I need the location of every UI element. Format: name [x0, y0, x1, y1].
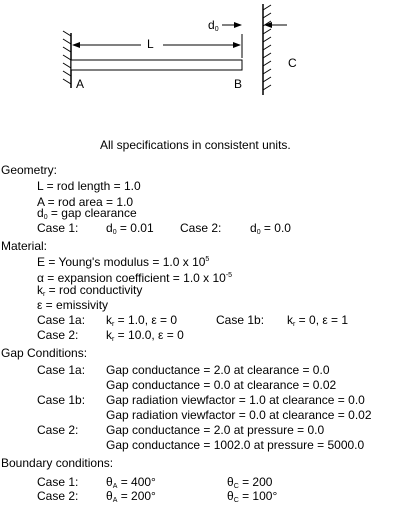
gap-case1a-line1: Gap conductance = 2.0 at clearance = 0.0: [106, 363, 330, 377]
gap-case1a-line2: Gap conductance = 0.0 at clearance = 0.02: [106, 378, 337, 392]
consistent-units-note: All specifications in consistent units.: [100, 138, 291, 152]
boundary-case1-thetaC: $\theta_C = 200$: [227, 475, 273, 490]
L-arrow-left: [72, 42, 80, 48]
label-B: B: [234, 77, 243, 91]
gap-case1b-line1: Gap radiation viewfactor = 1.0 at clearance = 0.0: [106, 393, 365, 407]
geometry-case2-value: $d_0 = 0.0$: [250, 221, 291, 236]
gap-case2-line2: Gap conductance = 1002.0 at pressure = 5000.0: [106, 438, 365, 452]
geometry-L: L = rod length = 1.0: [37, 179, 141, 193]
material-case2-label: Case 2:: [37, 328, 79, 342]
boundary-case1-label: Case 1:: [37, 475, 79, 489]
geometry-case1-value: $d_0 = 0.01$: [106, 221, 154, 236]
label-L: L: [147, 37, 154, 51]
label-d0: $d_0$: [208, 18, 219, 33]
gap-case2-line1: Gap conductance = 2.0 at pressure = 0.0: [106, 423, 325, 437]
geometry-case1-label: Case 1:: [37, 221, 79, 235]
gap-heading: Gap Conditions:: [1, 346, 88, 360]
right-wall-hatch: [263, 5, 271, 90]
material-case1a-value: $k_r = 1.0$, ε = 0: [106, 313, 178, 328]
material-heading: Material:: [1, 239, 48, 253]
label-C: C: [288, 56, 297, 70]
material-case1b-value: $k_r = 0$, ε = 1: [287, 313, 349, 328]
geometry-d0: $d_0$ = gap clearance: [37, 206, 137, 221]
boundary-case1-thetaA: $\theta_A = 400^\circ$: [106, 475, 156, 490]
rod-gap-diagram: [0, 0, 413, 110]
material-case1b-label: Case 1b:: [216, 313, 265, 327]
d0-arrow-left-head: [234, 22, 242, 28]
material-alpha: α = expansion coefficient = 1.0 x $10^{-5}$: [37, 271, 233, 285]
geometry-A: A = rod area = 1.0: [37, 195, 134, 209]
label-A: A: [76, 77, 85, 91]
boundary-case2-thetaA: $\theta_A = 200^\circ$: [106, 489, 156, 504]
material-case2-value: $k_r = 10.0$, ε = 0: [106, 328, 184, 343]
boundary-case2-thetaC: $\theta_C = 100^\circ$: [227, 489, 278, 504]
boundary-case2-label: Case 2:: [37, 489, 79, 503]
rod: [71, 60, 242, 70]
geometry-case2-label: Case 2:: [180, 221, 222, 235]
geometry-heading: Geometry:: [1, 163, 58, 177]
gap-case1a-label: Case 1a:: [37, 363, 86, 377]
gap-case1b-line2: Gap radiation viewfactor = 0.0 at clearance = 0.02: [106, 408, 372, 422]
material-case1a-label: Case 1a:: [37, 313, 86, 327]
L-arrow-right: [233, 42, 241, 48]
boundary-heading: Boundary conditions:: [1, 456, 114, 470]
material-E: E = Young's modulus = 1.0 x $10^5$: [37, 255, 210, 269]
material-k: $k_r$ = rod conductivity: [37, 283, 143, 298]
left-wall-hatch: [63, 31, 71, 84]
material-emissivity: ε = emissivity: [37, 298, 109, 312]
gap-case2-label: Case 2:: [37, 423, 79, 437]
gap-case1b-label: Case 1b:: [37, 393, 86, 407]
